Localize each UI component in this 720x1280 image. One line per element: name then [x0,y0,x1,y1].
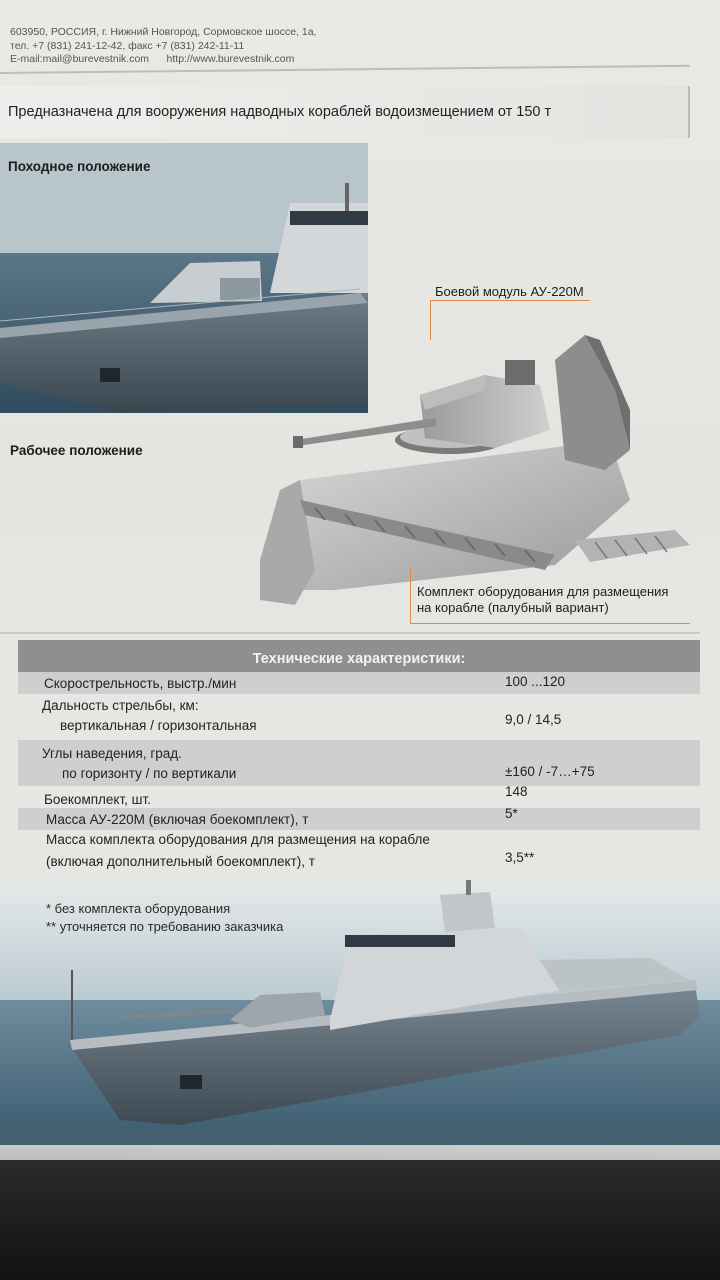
contact-web: E-mail:mail@burevestnik.com http://www.burevestnik.com [10,53,295,65]
gun-module-render [255,320,700,610]
spec-value: 148 [505,784,528,799]
spec-row [18,808,700,830]
label-working-position: Рабочее положение [10,443,143,458]
spec-value: ±160 / -7…+75 [505,764,595,779]
footnote-2: ** уточняется по требованию заказчика [46,919,284,934]
spec-row [18,740,700,786]
spec-row [18,672,700,694]
label-kit-line2: на корабле (палубный вариант) [417,600,609,615]
spec-value: 3,5** [505,850,535,865]
footnote-1: * без комплекта оборудования [46,901,231,916]
spec-row [18,786,700,808]
spec-row [18,694,700,740]
specs-heading: Технические характеристики: [18,640,700,672]
dark-background [0,1160,720,1280]
contact-phone: тел. +7 (831) 241-12-42, факс +7 (831) 242-11-11 [10,39,245,52]
spec-value: 9,0 / 14,5 [505,712,562,727]
spec-sublabel: (включая дополнительный боекомплект), т [46,854,315,869]
label-travel-position: Походное положение [8,159,151,174]
spec-value: 5* [505,806,518,821]
contact-address: 603950, РОССИЯ, г. Нижний Новгород, Сормовское шоссе, 1а, [10,26,317,38]
footnotes [46,900,283,936]
spec-sublabel: вертикальная / горизонтальная [60,718,257,733]
section-divider [0,632,700,634]
spec-label: Масса комплекта оборудования для размещения на корабле [46,832,430,847]
label-combat-module: Боевой модуль АУ-220М [435,284,584,299]
spec-sublabel: по горизонту / по вертикали [62,766,237,781]
spec-value: 100 ...120 [505,674,566,689]
spec-label: Скорострельность, выстр./мин [44,676,237,691]
spec-row [18,830,700,876]
spec-label: Углы наведения, град. [42,746,182,761]
contact-block [10,26,316,67]
label-kit-line1: Комплект оборудования для размещения [417,584,669,599]
spec-label: Масса АУ-220М (включая боекомплект), т [46,812,309,827]
spec-label: Боекомплект, шт. [44,792,151,807]
spec-label: Дальность стрельбы, км: [42,698,199,713]
page-title: Предназначена для вооружения надводных кораблей водоизмещением от 150 т [8,104,552,120]
specs-table [18,640,700,876]
